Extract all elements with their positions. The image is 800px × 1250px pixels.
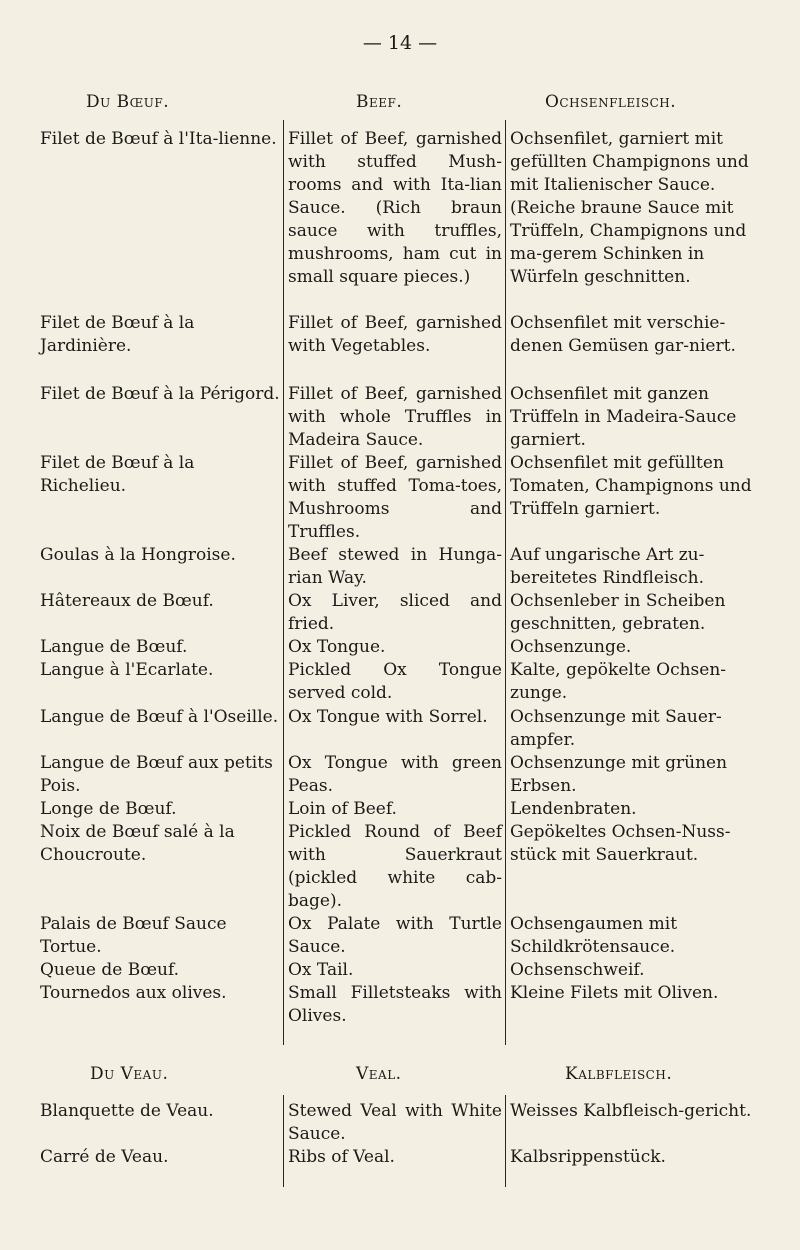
menu-item-english: Ribs of Veal. xyxy=(288,1147,395,1167)
menu-item-french: Filet de Bœuf à la Périgord. xyxy=(40,384,280,404)
heading-german-veal: Kalbfleisch. xyxy=(565,1064,673,1084)
menu-item-german: Kalte, gepökelte Ochsen-zunge. xyxy=(510,660,727,703)
menu-item-german: Gepökeltes Ochsen-Nuss-stück mit Sauerkraut. xyxy=(510,822,731,865)
menu-item-german: Ochsenfilet mit ganzen Trüffeln in Madeira-Sauce garniert. xyxy=(510,384,737,450)
menu-item-german: Weisses Kalbfleisch-gericht. xyxy=(510,1101,752,1121)
menu-item-english: Fillet of Beef, garnished with Vegetables. xyxy=(288,313,502,356)
menu-item-german: Ochsenschweif. xyxy=(510,960,645,980)
heading-french-beef: Du Bœuf. xyxy=(86,92,170,112)
menu-item-english: Loin of Beef. xyxy=(288,799,397,819)
menu-item-german: Ochsengaumen mit Schildkrötensauce. xyxy=(510,914,678,957)
menu-item-french: Filet de Bœuf à la Richelieu. xyxy=(40,453,195,496)
menu-item-french: Palais de Bœuf Sauce Tortue. xyxy=(40,914,227,957)
menu-item-french: Noix de Bœuf salé à la Choucroute. xyxy=(40,822,235,865)
menu-item-english: Pickled Ox Tongue served cold. xyxy=(288,660,502,703)
menu-item-english: Pickled Round of Beef with Sauerkraut (pickled white cab-bage). xyxy=(288,822,502,911)
menu-item-english: Small Filletsteaks with Olives. xyxy=(288,983,502,1026)
column-rule xyxy=(505,1095,506,1187)
menu-item-french: Goulas à la Hongroise. xyxy=(40,545,236,565)
menu-item-german: Kleine Filets mit Oliven. xyxy=(510,983,719,1003)
menu-item-english: Fillet of Beef, garnished with whole Truffles in Madeira Sauce. xyxy=(288,384,502,450)
menu-item-english: Ox Tongue. xyxy=(288,637,386,657)
menu-item-french: Hâtereaux de Bœuf. xyxy=(40,591,214,611)
menu-item-german: Ochsenzunge mit grünen Erbsen. xyxy=(510,753,728,796)
menu-item-english: Beef stewed in Hunga-rian Way. xyxy=(288,545,502,588)
menu-item-german: Auf ungarische Art zu-bereitetes Rindfleisch. xyxy=(510,545,705,588)
menu-item-english: Fillet of Beef, garnished with stuffed Mush-rooms and with Ita-lian Sauce. (Rich braun sauce with truffles, mushrooms, ham cut in small square pieces.) xyxy=(288,129,502,287)
menu-item-french: Carré de Veau. xyxy=(40,1147,169,1167)
menu-item-french: Filet de Bœuf à la Jardinière. xyxy=(40,313,195,356)
menu-item-german: Ochsenzunge mit Sauer-ampfer. xyxy=(510,707,722,750)
menu-item-french: Filet de Bœuf à l'Ita-lienne. xyxy=(40,129,277,149)
menu-item-french: Langue de Bœuf à l'Oseille. xyxy=(40,707,279,727)
heading-french-veal: Du Veau. xyxy=(90,1064,169,1084)
menu-item-german: Ochsenfilet mit verschie-denen Gemüsen gar-niert. xyxy=(510,313,736,356)
menu-item-german: Ochsenfilet, garniert mit gefüllten Champignons und mit Italienischer Sauce. (Reiche braune Sauce mit Trüffeln, Champignons und ma-gerem Schinken in Würfeln geschnitten. xyxy=(510,129,749,287)
menu-item-english: Fillet of Beef, garnished with stuffed Toma-toes, Mushrooms and Truffles. xyxy=(288,453,502,542)
menu-item-english: Ox Tongue with green Peas. xyxy=(288,753,502,796)
menu-item-german: Lendenbraten. xyxy=(510,799,637,819)
menu-item-english: Ox Tail. xyxy=(288,960,354,980)
menu-item-french: Blanquette de Veau. xyxy=(40,1101,214,1121)
menu-item-french: Tournedos aux olives. xyxy=(40,983,227,1003)
menu-item-french: Longe de Bœuf. xyxy=(40,799,177,819)
menu-item-english: Ox Liver, sliced and fried. xyxy=(288,591,502,634)
column-rule xyxy=(283,120,284,1045)
menu-item-french: Langue de Bœuf. xyxy=(40,637,188,657)
column-rule xyxy=(283,1095,284,1187)
column-rule xyxy=(505,120,506,1045)
menu-item-german: Kalbsrippenstück. xyxy=(510,1147,666,1167)
heading-english-beef: Beef. xyxy=(356,92,403,112)
menu-item-german: Ochsenleber in Scheiben geschnitten, gebraten. xyxy=(510,591,726,634)
page-number: — 14 — xyxy=(362,32,438,54)
menu-item-english: Ox Tongue with Sorrel. xyxy=(288,707,488,727)
menu-item-french: Langue de Bœuf aux petits Pois. xyxy=(40,753,273,796)
menu-item-french: Queue de Bœuf. xyxy=(40,960,180,980)
menu-item-german: Ochsenfilet mit gefüllten Tomaten, Champignons und Trüffeln garniert. xyxy=(510,453,752,519)
menu-item-english: Ox Palate with Turtle Sauce. xyxy=(288,914,502,957)
menu-item-german: Ochsenzunge. xyxy=(510,637,632,657)
menu-item-english: Stewed Veal with White Sauce. xyxy=(288,1101,502,1144)
heading-english-veal: Veal. xyxy=(356,1064,402,1084)
heading-german-beef: Ochsenfleisch. xyxy=(545,92,677,112)
menu-item-french: Langue à l'Ecarlate. xyxy=(40,660,214,680)
